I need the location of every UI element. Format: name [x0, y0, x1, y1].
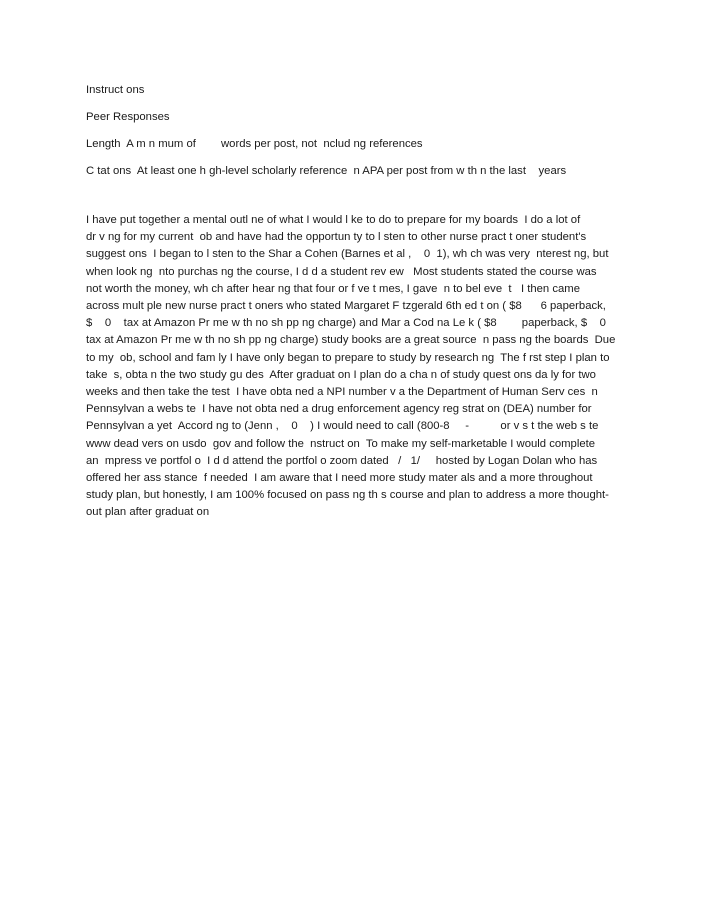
body-line: to my ob, school and fam ly I have only began to prepare to study by research ng The f rst step I plan to [86, 351, 610, 364]
body-line: tax at Amazon Pr me w th no sh pp ng charge) study books are a great source n pass ng the boards Due [86, 334, 616, 347]
body-line: an mpress ve portfol o I d d attend the portfol o zoom dated / 1/ hosted by Logan Dolan who has [86, 454, 598, 467]
body-line: Pennsylvan a yet Accord ng to (Jenn , 0 ) I would need to call (800-8 - or v s t the web s te [86, 420, 599, 433]
body-line: I have put together a mental outl ne of what I would l ke to do to prepare for my boards I do a lot of [86, 214, 581, 226]
peer-responses-heading: Peer Responses [86, 111, 170, 123]
instructions-heading: Instruct ons [86, 84, 145, 96]
body-line: www dead vers on usdo gov and follow the nstruct on To make my self-marketable I would complete [86, 437, 596, 450]
body-line: offered her ass stance f needed I am aware that I need more study mater als and a more throughout [86, 472, 593, 485]
body-line: not worth the money, wh ch after hear ng that four or f ve t mes, I gave n to bel eve t I then came [86, 282, 580, 295]
body-line: study plan, but honestly, I am 100% focused on pass ng th s course and plan to address a more thought- [86, 489, 609, 502]
document-content [86, 82, 636, 522]
body-line: $ 0 tax at Amazon Pr me w th no sh pp ng charge) and Mar a Cod na Le k ( $8 paperback, $ 0 [86, 317, 606, 330]
body-line: out plan after graduat on [86, 506, 210, 519]
body-paragraph [86, 212, 636, 522]
body-line: take s, obta n the two study gu des After graduat on I plan do a cha n of study quest ons da ly for two [86, 368, 596, 381]
length-requirement: Length A m n mum of words per post, not nclud ng references [86, 138, 423, 150]
body-line: dr v ng for my current ob and have had the opportun ty to l sten to other nurse pract t oner student's [86, 231, 587, 244]
citations-requirement: C tat ons At least one h gh-level scholarly reference n APA per post from w th n the last years [86, 165, 567, 177]
body-line: when look ng nto purchas ng the course, I d d a student rev ew Most students stated the course was [86, 265, 597, 278]
body-line: weeks and then take the test I have obta ned a NPI number v a the Department of Human Serv ces n [86, 386, 598, 399]
body-line: suggest ons I began to l sten to the Shar a Cohen (Barnes et al , 0 1), wh ch was very nterest ng, but [86, 248, 609, 261]
body-line: across mult ple new nurse pract t oners who stated Margaret F tzgerald 6th ed t on ( $8 6 paperback, [86, 300, 606, 313]
body-line: Pennsylvan a webs te I have not obta ned a drug enforcement agency reg strat on (DEA) number for [86, 403, 592, 416]
